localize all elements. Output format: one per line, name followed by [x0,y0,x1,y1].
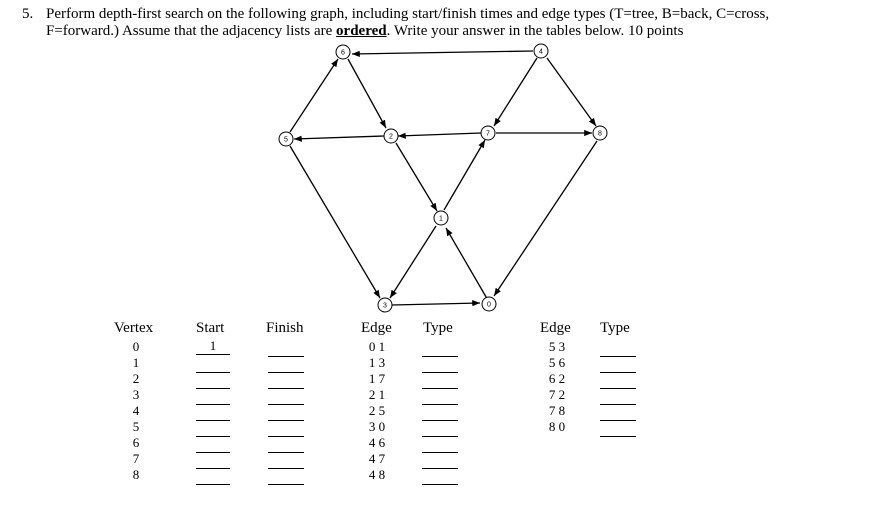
question-number: 5. [22,6,34,22]
finish-answer-8[interactable] [268,484,304,485]
finish-answer-4[interactable] [268,420,304,421]
type-answer-left-3[interactable] [422,404,458,405]
node-1 [434,211,448,225]
vertex-cell: 4 [132,403,140,418]
edge-cell: 2 1 [368,387,386,402]
edge-cell: 1 3 [368,355,386,370]
start-answer-7[interactable] [196,468,230,469]
vertex-cell: 5 [132,419,140,434]
vertex-column [128,339,144,483]
edge-cell: 5 6 [548,355,566,370]
edge-cell: 7 8 [548,403,566,418]
type-answer-right-2[interactable] [600,388,636,389]
type-header-left: Type [423,320,453,336]
type-answer-left-0[interactable] [422,356,458,357]
edge-1-7 [444,140,485,210]
start-answer-6[interactable] [196,452,230,453]
edge-cell: 2 5 [368,403,386,418]
node-6 [336,45,350,59]
finish-answer-7[interactable] [268,468,304,469]
edge-header-left: Edge [361,320,392,336]
edge-4-8 [547,58,596,126]
vertex-cell: 1 [132,355,140,370]
edge-column-right [542,339,572,435]
start-answer-1[interactable] [196,372,230,373]
edge-3-0 [392,303,480,305]
edge-7-2 [398,133,481,136]
svg-text:5: 5 [284,136,288,144]
edge-column-left [362,339,392,483]
node-0 [482,297,496,311]
node-7 [481,126,495,140]
edge-5-6 [290,59,338,132]
type-answer-right-4[interactable] [600,420,636,421]
edge-5-3 [290,146,380,298]
question-line2-prefix: F=forward.) Assume that the adjacency lists are [46,23,337,39]
edge-cell: 4 8 [368,467,386,482]
edge-cell: 6 2 [548,371,566,386]
edge-cell: 0 1 [368,339,386,354]
svg-text:2: 2 [389,133,393,141]
type-answer-left-8[interactable] [422,484,458,485]
edge-cell: 4 7 [368,451,386,466]
type-answer-right-5[interactable] [600,436,636,437]
edge-1-3 [390,226,436,298]
finish-answer-3[interactable] [268,404,304,405]
svg-text:4: 4 [539,48,543,56]
svg-text:3: 3 [383,302,387,310]
edge-2-5 [294,136,384,139]
node-3 [378,298,392,312]
edge-6-2 [348,59,386,128]
vertex-cell: 0 [132,339,140,354]
vertex-cell: 2 [132,371,140,386]
node-8 [593,126,607,140]
question-line1: Perform depth-first search on the following graph, including start/finish times and edge types (T=tree, B=back, C=cross, [46,6,770,22]
start-answer-3[interactable] [196,404,230,405]
vertex-header: Vertex [114,320,154,336]
svg-text:8: 8 [598,130,602,138]
start-answer-0[interactable]: 1 [196,338,230,355]
node-4 [534,44,548,58]
svg-text:0: 0 [487,301,491,309]
edge-0-1 [446,228,489,302]
start-answer-2[interactable] [196,388,230,389]
svg-text:1: 1 [439,215,443,223]
edge-2-1 [396,143,437,211]
edge-cell: 8 0 [548,419,566,434]
edge-header-right: Edge [540,320,571,336]
vertex-cell: 8 [132,467,140,482]
svg-text:6: 6 [341,49,345,57]
finish-answer-2[interactable] [268,388,304,389]
start-answer-4[interactable] [196,420,230,421]
vertex-cell: 3 [132,387,140,402]
finish-header: Finish [266,320,304,336]
type-header-right: Type [600,320,630,336]
edge-cell: 1 7 [368,371,386,386]
start-answer-8[interactable] [196,484,230,485]
type-answer-right-0[interactable] [600,356,636,357]
type-answer-right-1[interactable] [600,372,636,373]
finish-answer-1[interactable] [268,372,304,373]
node-5 [279,132,293,146]
type-answer-left-6[interactable] [422,452,458,453]
edge-cell: 4 6 [368,435,386,450]
vertex-cell: 6 [132,435,140,450]
type-answer-left-7[interactable] [422,468,458,469]
edge-4-7 [494,58,537,126]
type-answer-left-2[interactable] [422,388,458,389]
vertex-cell: 7 [132,451,140,466]
edge-8-0 [494,141,597,296]
type-answer-right-3[interactable] [600,404,636,405]
type-answer-left-1[interactable] [422,372,458,373]
edge-4-6 [352,51,533,54]
start-answer-5[interactable] [196,436,230,437]
finish-answer-5[interactable] [268,436,304,437]
question-line2-suffix: . Write your answer in the tables below. 10 points [386,23,684,39]
svg-text:7: 7 [486,130,490,138]
finish-answer-0[interactable] [268,356,304,357]
finish-answer-6[interactable] [268,452,304,453]
start-header: Start [196,320,225,336]
type-answer-left-4[interactable] [422,420,458,421]
edge-cell: 7 2 [548,387,566,402]
node-2 [384,129,398,143]
edge-cell: 3 0 [368,419,386,434]
edge-cell: 5 3 [548,339,566,354]
question-emphasis: ordered [336,23,387,39]
type-answer-left-5[interactable] [422,436,458,437]
